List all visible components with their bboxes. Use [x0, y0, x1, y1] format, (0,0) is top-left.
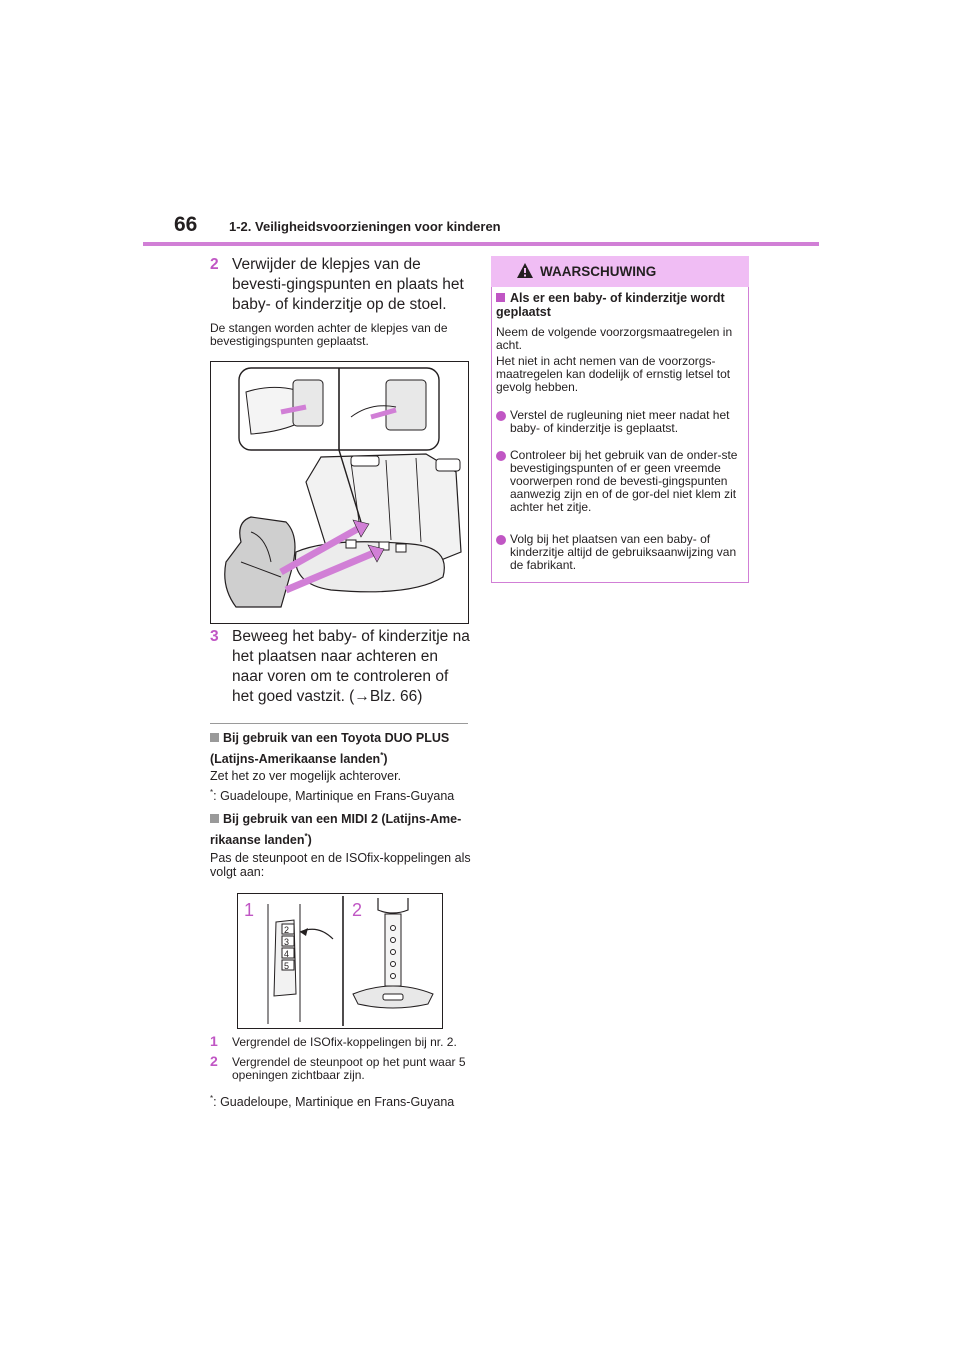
midi-footnote	[210, 1092, 472, 1109]
bullet-text: Volg bij het plaatsen van een baby- of kinderzitje altijd de gebruiksaanwijzing van de fabrikant.	[510, 532, 737, 572]
bullet-dot-icon	[496, 535, 506, 545]
page-number: 66	[174, 213, 198, 236]
step-2-note: De stangen worden achter de klepjes van de bevestigingspunten geplaatst.	[210, 321, 448, 348]
seat-installation-illustration	[211, 362, 468, 623]
warning-intro: Neem de volgende voorzorgsmaatregelen in acht.	[496, 325, 733, 352]
duo-heading-close: )	[383, 752, 388, 767]
step-text: Beweeg het baby- of kinderzitje na het plaatsen naar achteren en naar voren om te controleren of het goed vastzit. (→Blz. 66)	[232, 628, 470, 705]
list-item	[210, 1055, 472, 1085]
list-item	[210, 1035, 472, 1051]
isofix-support-figure	[237, 893, 443, 1029]
midi-heading-sup: *	[304, 832, 308, 841]
midi-heading-close: )	[307, 833, 312, 848]
duo-plus-footnote	[210, 786, 472, 803]
warning-bullet	[496, 533, 741, 577]
footnote-text: : Guadeloupe, Martinique en Frans-Guyana	[213, 1095, 455, 1110]
bullet-text: Controleer bij het gebruik van de onder-ste bevestigingspunten of er geen vreemde voorwerpen rond de bevesti-gingspunten aanwezig zijn en of de gor-del niet klem zit achter het zitje.	[510, 448, 738, 514]
warning-bullet	[496, 409, 741, 439]
step-2	[210, 255, 472, 317]
isofix-digit: 2	[284, 925, 290, 935]
header-rule	[143, 242, 819, 246]
section-divider	[210, 723, 468, 724]
isofix-digit: 3	[284, 937, 290, 947]
isofix-digit: 5	[284, 961, 290, 971]
figure-label-1: 1	[244, 900, 255, 920]
item-number: 2	[210, 1053, 218, 1069]
step-3	[210, 627, 472, 711]
isofix-support-illustration	[238, 894, 442, 1028]
bullet-dot-icon	[496, 411, 506, 421]
footnote-text: : Guadeloupe, Martinique en Frans-Guyana	[213, 789, 455, 804]
footnote-mark: *	[210, 1094, 214, 1103]
warning-heading-text: Als er een baby- of kinderzitje wordt geplaatst	[496, 291, 725, 319]
item-text: Vergrendel de steunpoot op het punt waar 5 openingen zichtbaar zijn.	[232, 1055, 466, 1082]
chapter-title: 1-2. Veiligheidsvoorzieningen voor kinderen	[229, 219, 501, 234]
step-number: 2	[210, 256, 219, 273]
bullet-dot-icon	[496, 451, 506, 461]
item-text: Vergrendel de ISOfix-koppelingen bij nr. 2.	[232, 1035, 457, 1049]
midi-heading-text: Bij gebruik van een MIDI 2 (Latijns-Ame-rikaanse landen	[210, 812, 462, 848]
step-number: 3	[210, 628, 219, 645]
warning-heading	[496, 291, 741, 319]
footnote-mark: *	[210, 788, 214, 797]
duo-heading-text: Bij gebruik van een Toyota DUO PLUS (Latijns-Amerikaanse landen	[210, 731, 450, 767]
duo-heading-sup: *	[380, 751, 384, 760]
duo-plus-heading	[210, 729, 472, 768]
duo-plus-text: Zet het zo ver mogelijk achterover.	[210, 769, 402, 783]
warning-intro-2: Het niet in acht nemen van de voorzorgs-maatregelen kan dodelijk of ernstig letsel tot gevolg hebben.	[496, 354, 731, 394]
step-text: Verwijder de klepjes van de bevesti-gingspunten en plaats het baby- of kinderzitje op de stoel.	[232, 256, 464, 313]
warning-title: WAARSCHUWING	[540, 264, 657, 279]
section-square-icon	[496, 293, 505, 302]
item-number: 1	[210, 1033, 218, 1049]
isofix-digit: 4	[284, 949, 290, 959]
figure-label-2: 2	[352, 900, 363, 920]
midi-2-heading	[210, 810, 472, 849]
section-square-icon	[210, 733, 219, 742]
warning-bullet	[496, 449, 741, 519]
warning-triangle-icon	[516, 262, 534, 279]
bullet-text: Verstel de rugleuning niet meer nadat het baby- of kinderzitje is geplaatst.	[510, 408, 730, 435]
midi-2-text: Pas de steunpoot en de ISOfix-koppelingen als volgt aan:	[210, 851, 471, 879]
seat-installation-figure	[210, 361, 469, 624]
section-square-icon	[210, 814, 219, 823]
